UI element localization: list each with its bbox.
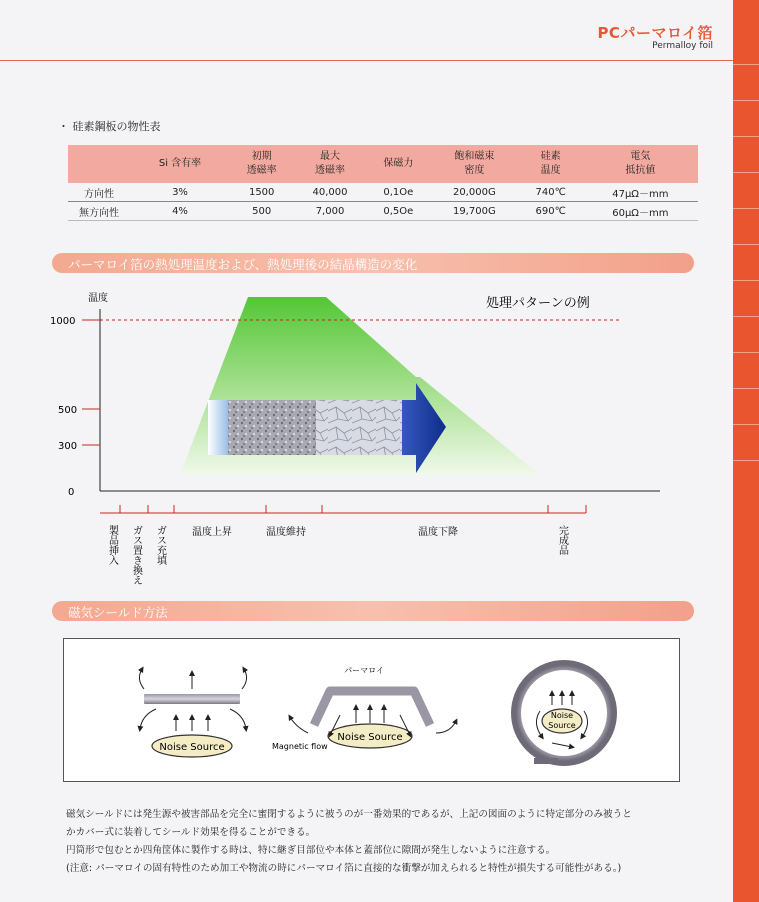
table-cell: 0,5Oe <box>367 202 430 221</box>
permalloy-label: パーマロイ <box>344 666 384 675</box>
body-paragraph: 磁気シールドには発生源や被害部品を完全に蜜閉するように被うのが一番効果的であるが、上記の図面のように特定部分のみ被うと <box>66 809 632 820</box>
phase-label-gas-replace: ガス置き換え <box>130 525 142 585</box>
header-cell: Si 含有率 <box>130 145 230 183</box>
table-cell: 4% <box>130 202 230 221</box>
table-cell: 7,000 <box>293 202 366 221</box>
section-title: 磁気シールド方法 <box>68 605 168 620</box>
phase-label-finished: 完成品 <box>556 525 568 555</box>
header-cell: 硅素 温度 <box>519 145 583 183</box>
body-paragraph: 円筒形で包むとか四角筐体に製作する時は、特に継ぎ目部位や本体と蓋部位に隙間が発生しないように注意する。 <box>66 845 556 856</box>
coarse-grain-structure <box>316 400 402 455</box>
table-cell: 1500 <box>230 183 293 202</box>
channel-shield <box>272 666 456 751</box>
svg-text:1000: 1000 <box>50 316 76 327</box>
table-cell: 60μΩ－mm <box>583 202 698 221</box>
phase-label-insert: 製品挿入 <box>106 525 118 565</box>
heat-treatment-chart <box>40 285 680 605</box>
noise-source-label: Noise Source <box>159 742 225 753</box>
row-label: 無方向性 <box>68 202 130 221</box>
body-paragraph: (注意: パーマロイの固有特性のため加工や物流の時にパーマロイ箔に直接的な衝撃が加えられると特性が損失する可能性がある。) <box>66 863 622 874</box>
table-cell: 690℃ <box>519 202 583 221</box>
header-cell: 初期 透磁率 <box>230 145 293 183</box>
phase-label-heat-up: 温度上昇 <box>192 527 232 538</box>
table-cell: 0,1Oe <box>367 183 430 202</box>
ring-shield <box>516 665 612 761</box>
crystal-arrow-start <box>208 400 230 455</box>
chart-title: 処理パターンの例 <box>486 296 590 311</box>
svg-text:300: 300 <box>58 441 78 452</box>
phase-label-cool-down: 温度下降 <box>418 527 458 538</box>
shield-plate <box>144 694 240 704</box>
header-cell: 最大 透磁率 <box>293 145 366 183</box>
flat-plate-shield <box>139 669 246 757</box>
header-cell: 保磁力 <box>367 145 430 183</box>
y-tick-1000 <box>50 316 100 327</box>
properties-table <box>68 145 698 221</box>
shield-diagram <box>64 639 679 781</box>
noise-source-label: Noise Source <box>337 732 403 743</box>
table-cell: 500 <box>230 202 293 221</box>
phase-label-hold: 温度維持 <box>266 527 306 538</box>
table-cell: 40,000 <box>293 183 366 202</box>
table-cell: 47μΩ－mm <box>583 183 698 202</box>
noise-source-label-line1: Noise <box>550 711 574 720</box>
section-band-heat-treatment <box>52 253 694 273</box>
fine-grain-structure <box>228 400 318 455</box>
header-cell: 電気 抵抗値 <box>583 145 698 183</box>
y-tick-0: 0 <box>68 487 75 498</box>
y-tick-500 <box>58 405 100 416</box>
table-cell: 740℃ <box>519 183 583 202</box>
table-header-row <box>68 145 698 183</box>
side-index-tab <box>733 0 759 902</box>
body-paragraph: かカバー式に装着してシールド効果を得ることができる。 <box>66 827 316 838</box>
svg-text:500: 500 <box>58 405 78 416</box>
magnetic-flow-label: Magnetic flow <box>272 742 328 751</box>
table-row <box>68 202 698 221</box>
table-cell: 3% <box>130 183 230 202</box>
y-axis-label: 温度 <box>88 293 108 304</box>
phase-label-gas-fill: ガス充填 <box>154 525 166 565</box>
row-label: 方向性 <box>68 183 130 202</box>
body-text <box>66 806 706 878</box>
noise-source-label-line2: Source <box>548 721 576 730</box>
header-divider <box>0 60 733 61</box>
section-title: パーマロイ箔の熱処理温度および、熱処理後の結晶構造の変化 <box>68 257 418 272</box>
y-tick-300 <box>58 441 100 452</box>
header-cell <box>68 145 130 183</box>
page-title: PCパーマロイ箔 <box>597 24 713 42</box>
phase-ticks <box>120 505 586 513</box>
table-cell: 19,700G <box>430 202 519 221</box>
header-cell: 飽和磁束 密度 <box>430 145 519 183</box>
page-subtitle: Permalloy foil <box>652 41 713 51</box>
table-cell: 20,000G <box>430 183 519 202</box>
section-band-shield-method <box>52 601 694 621</box>
u-shield <box>314 691 430 725</box>
table-section-label: ・ 硅素鋼板の物性表 <box>58 120 161 133</box>
shield-diagram-frame <box>63 638 680 782</box>
table-row <box>68 183 698 202</box>
